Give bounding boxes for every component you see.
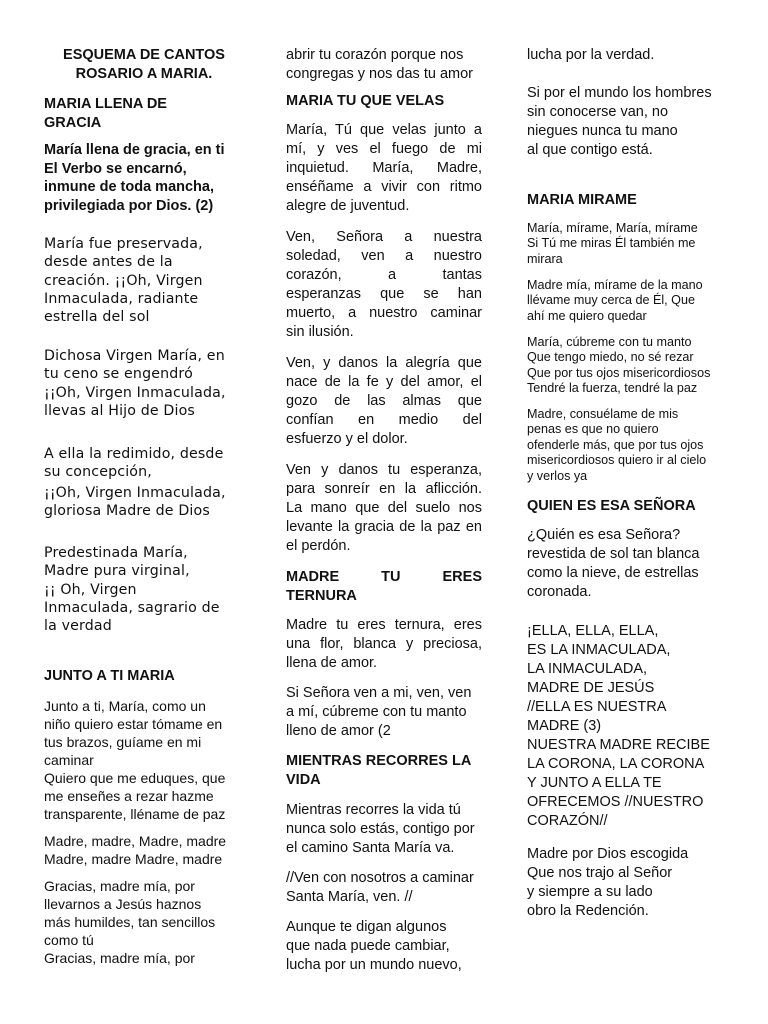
- text-line: confían en medio del: [286, 412, 482, 428]
- verse-paragraph: [44, 347, 244, 420]
- text-line: ES LA INMACULADA,: [527, 642, 671, 658]
- verse-paragraph: [527, 278, 725, 324]
- verse-paragraph: [527, 84, 725, 160]
- text-line: más humildes, tan sencillos: [44, 914, 216, 930]
- text-line: Dichosa Virgen María, en: [44, 348, 225, 364]
- text-line: El Verbo se encarnó,: [44, 160, 187, 177]
- verse-paragraph: [527, 526, 725, 602]
- text-line: mirara: [527, 251, 563, 266]
- text-line: María, mírame, María, mírame: [527, 221, 698, 235]
- text-line: inquietud. María, Madre,: [286, 160, 482, 176]
- text-line: privilegiada por Dios. (2): [44, 197, 214, 214]
- text-line: Quiero que me eduques, que: [44, 770, 226, 786]
- text-line: como tú: [44, 932, 94, 948]
- verse-paragraph: [286, 616, 482, 673]
- text-line: creación. ¡¡Oh, Virgen: [44, 272, 203, 289]
- text-line: penas es que no quiero: [527, 422, 659, 437]
- verse-paragraph: [286, 354, 482, 449]
- verse-paragraph: [44, 697, 244, 823]
- verse-paragraph: [527, 622, 725, 831]
- verse-paragraph: [286, 46, 482, 84]
- verse-paragraph: [286, 228, 482, 342]
- text-line: ¡ELLA, ELLA, ELLA,: [527, 623, 659, 639]
- text-line: Inmaculada, radiante: [44, 290, 199, 307]
- text-line: Madre, consuélame de mis: [527, 407, 679, 421]
- verse-paragraph: [44, 877, 244, 967]
- text-line: ¿Quién es esa Señora?: [527, 527, 681, 543]
- text-line: estrella del sol: [44, 309, 150, 326]
- text-line: María, cúbreme con tu manto: [527, 335, 692, 349]
- text-line: coronada.: [527, 584, 592, 600]
- text-line: su concepción,: [44, 464, 152, 481]
- section-heading: [44, 667, 244, 686]
- text-line: Si Tú me miras Él también me: [527, 236, 696, 251]
- text-line: ¡¡Oh, Virgen Inmaculada,: [44, 384, 226, 401]
- text-line: Madre, madre, Madre, madre: [44, 833, 227, 849]
- text-line: levante la gracia de la paz en: [286, 519, 482, 535]
- section-heading: [527, 191, 725, 210]
- text-line: //Ven con nosotros a caminar: [286, 870, 474, 886]
- text-line: a mí, cúbreme con tu manto: [286, 704, 467, 720]
- verse-paragraph: [527, 335, 725, 397]
- section-heading: [44, 141, 244, 215]
- text-line: llevarnos a Jesús haznos: [44, 896, 202, 912]
- text-line: ESQUEMA DE CANTOS: [63, 47, 225, 63]
- text-line: Predestinada María,: [44, 545, 188, 561]
- section-heading: [44, 46, 244, 83]
- text-line: Madre, madre Madre, madre: [44, 851, 223, 867]
- text-line: Madre mía, mírame de la mano: [527, 278, 703, 292]
- text-line: MADRE (3): [527, 718, 602, 734]
- text-line: Ven y danos tu esperanza,: [286, 462, 482, 478]
- verse-paragraph: [44, 832, 244, 868]
- text-line: llena de amor.: [286, 655, 378, 671]
- verse-paragraph: [527, 845, 725, 921]
- text-line: esfuerzo y el dolor.: [286, 431, 408, 447]
- text-line: Si por el mundo los hombres: [527, 85, 712, 101]
- text-line: María llena de gracia, en ti: [44, 142, 225, 158]
- text-line: nunca solo estás, contigo por: [286, 821, 475, 837]
- text-line: transparente, lléname de paz: [44, 806, 226, 822]
- text-line: lucha por un mundo nuevo,: [286, 957, 462, 973]
- section-heading: [286, 92, 482, 111]
- text-line: ahí me quiero quedar: [527, 308, 647, 323]
- text-line: soledad, ven a nuestro: [286, 248, 482, 264]
- text-line: corazón, a tantas: [286, 267, 482, 283]
- text-line: y siempre a su lado: [527, 884, 653, 900]
- verse-paragraph: [286, 461, 482, 556]
- text-line: Mientras recorres la vida tú: [286, 802, 461, 818]
- text-line: mí, y ves el fuego de mi: [286, 141, 482, 157]
- text-line: una flor, blanca y preciosa,: [286, 636, 482, 652]
- text-line: LA CORONA, LA CORONA: [527, 756, 705, 772]
- text-line: ofenderle más, que por tus ojos: [527, 437, 704, 452]
- text-line: para sonreír en la aflicción.: [286, 481, 482, 497]
- text-line: MADRE DE JESÚS: [527, 680, 655, 696]
- text-line: que nada puede cambiar,: [286, 938, 450, 954]
- text-line: niño quiero estar tómame en: [44, 716, 223, 732]
- text-line: ¡¡Oh, Virgen Inmaculada,: [44, 485, 226, 501]
- text-line: sin ilusión.: [286, 324, 354, 340]
- text-line: gozo de las almas que: [286, 393, 482, 409]
- text-line: Madre pura virginal,: [44, 563, 190, 580]
- verse-paragraph: [286, 869, 482, 907]
- text-line: abrir tu corazón porque nos: [286, 47, 464, 63]
- text-line: ¡¡ Oh, Virgen: [44, 581, 137, 598]
- text-line: Si Señora ven a mi, ven, ven: [286, 685, 472, 701]
- text-line: lucha por la verdad.: [527, 47, 655, 63]
- text-line: lleno de amor (2: [286, 723, 391, 739]
- text-line: La mano que del suelo nos: [286, 500, 482, 516]
- section-heading: [286, 752, 482, 789]
- text-line: NUESTRA MADRE RECIBE: [527, 737, 710, 753]
- text-line: inmune de toda mancha,: [44, 179, 214, 195]
- text-line: obro la Redención.: [527, 903, 649, 919]
- verse-paragraph: [44, 235, 244, 326]
- text-line: Ven, Señora a nuestra: [286, 229, 482, 245]
- text-line: Gracias, madre mía, por: [44, 950, 195, 966]
- verse-paragraph: [44, 544, 244, 635]
- text-line: //ELLA ES NUESTRA: [527, 699, 667, 715]
- verse-paragraph: [286, 684, 482, 741]
- text-line: Y JUNTO A ELLA TE: [527, 775, 662, 791]
- text-line: OFRECEMOS //NUESTRO: [527, 794, 704, 810]
- text-line: congregas y nos das tu amor: [286, 66, 473, 82]
- text-line: sin conocerse van, no: [527, 104, 669, 120]
- text-line: MARIA LLENA DE: [44, 96, 167, 112]
- text-line: Santa María, ven. //: [286, 889, 413, 905]
- text-line: enséñame a vivir con ritmo: [286, 179, 482, 195]
- text-line: el perdón.: [286, 538, 351, 554]
- text-line: esperanzas que se han: [286, 286, 482, 302]
- text-line: MARIA MIRAME: [527, 192, 637, 208]
- verse-paragraph: [286, 918, 482, 975]
- text-line: nace de la fe y del amor, el: [286, 374, 482, 390]
- text-line: caminar: [44, 752, 94, 768]
- verse-paragraph: [527, 221, 725, 267]
- text-line: María, Tú que velas junto a: [286, 122, 482, 138]
- text-line: desde antes de la: [44, 254, 173, 271]
- text-line: llevas al Hijo de Dios: [44, 402, 195, 419]
- section-heading: [44, 95, 244, 132]
- text-line: Aunque te digan algunos: [286, 919, 447, 935]
- text-line: ROSARIO A MARIA.: [75, 65, 213, 82]
- section-heading: [527, 497, 725, 516]
- text-line: la verdad: [44, 618, 112, 635]
- text-line: MARIA TU QUE VELAS: [286, 93, 445, 109]
- text-line: al que contigo está.: [527, 142, 653, 158]
- text-line: el camino Santa María va.: [286, 840, 455, 856]
- text-line: Que tengo miedo, no sé rezar: [527, 350, 694, 365]
- text-line: CORAZÓN//: [527, 813, 608, 829]
- text-line: VIDA: [286, 771, 321, 788]
- text-line: Gracias, madre mía, por: [44, 878, 195, 894]
- text-line: MIENTRAS RECORRES LA: [286, 753, 472, 769]
- text-line: muerto, a nuestro caminar: [286, 305, 482, 321]
- text-line: llévame muy cerca de Él, Que: [527, 293, 695, 308]
- text-line: niegues nunca tu mano: [527, 123, 678, 139]
- text-line: JUNTO A TI MARIA: [44, 668, 175, 684]
- section-heading: [286, 568, 482, 605]
- verse-paragraph: [286, 801, 482, 858]
- text-line: QUIEN ES ESA SEÑORA: [527, 498, 696, 514]
- text-line: y verlos ya: [527, 468, 588, 483]
- text-line: revestida de sol tan blanca: [527, 546, 700, 562]
- verse-paragraph: [44, 445, 244, 482]
- text-line: tus brazos, guíame en mi: [44, 734, 202, 750]
- text-line: misericordiosos quiero ir al cielo: [527, 453, 707, 468]
- text-line: Tendré la fuerza, tendré la paz: [527, 381, 698, 396]
- verse-paragraph: [286, 121, 482, 216]
- text-line: me enseñes a rezar hazme: [44, 788, 214, 804]
- text-line: María fue preservada,: [44, 236, 203, 252]
- text-line: Junto a ti, María, como un: [44, 698, 206, 714]
- verse-paragraph: [527, 407, 725, 484]
- text-line: Ven, y danos la alegría que: [286, 355, 482, 371]
- text-line: Que nos trajo al Señor: [527, 865, 673, 881]
- text-line: A ella la redimido, desde: [44, 446, 224, 462]
- text-line: gloriosa Madre de Dios: [44, 503, 210, 520]
- text-line: MADRE TU ERES: [286, 569, 482, 585]
- text-line: como la nieve, de estrellas: [527, 565, 699, 581]
- text-line: LA INMACULADA,: [527, 661, 648, 677]
- verse-paragraph: [44, 484, 244, 521]
- text-line: Que por tus ojos misericordiosos: [527, 365, 711, 380]
- text-line: GRACIA: [44, 114, 102, 131]
- text-line: tu ceno se engendró: [44, 366, 193, 383]
- text-line: alegre de juventud.: [286, 198, 410, 214]
- text-line: Inmaculada, sagrario de: [44, 599, 220, 616]
- verse-paragraph: [527, 46, 725, 65]
- text-line: Madre por Dios escogida: [527, 846, 689, 862]
- text-line: Madre tu eres ternura, eres: [286, 617, 482, 633]
- text-line: TERNURA: [286, 587, 357, 604]
